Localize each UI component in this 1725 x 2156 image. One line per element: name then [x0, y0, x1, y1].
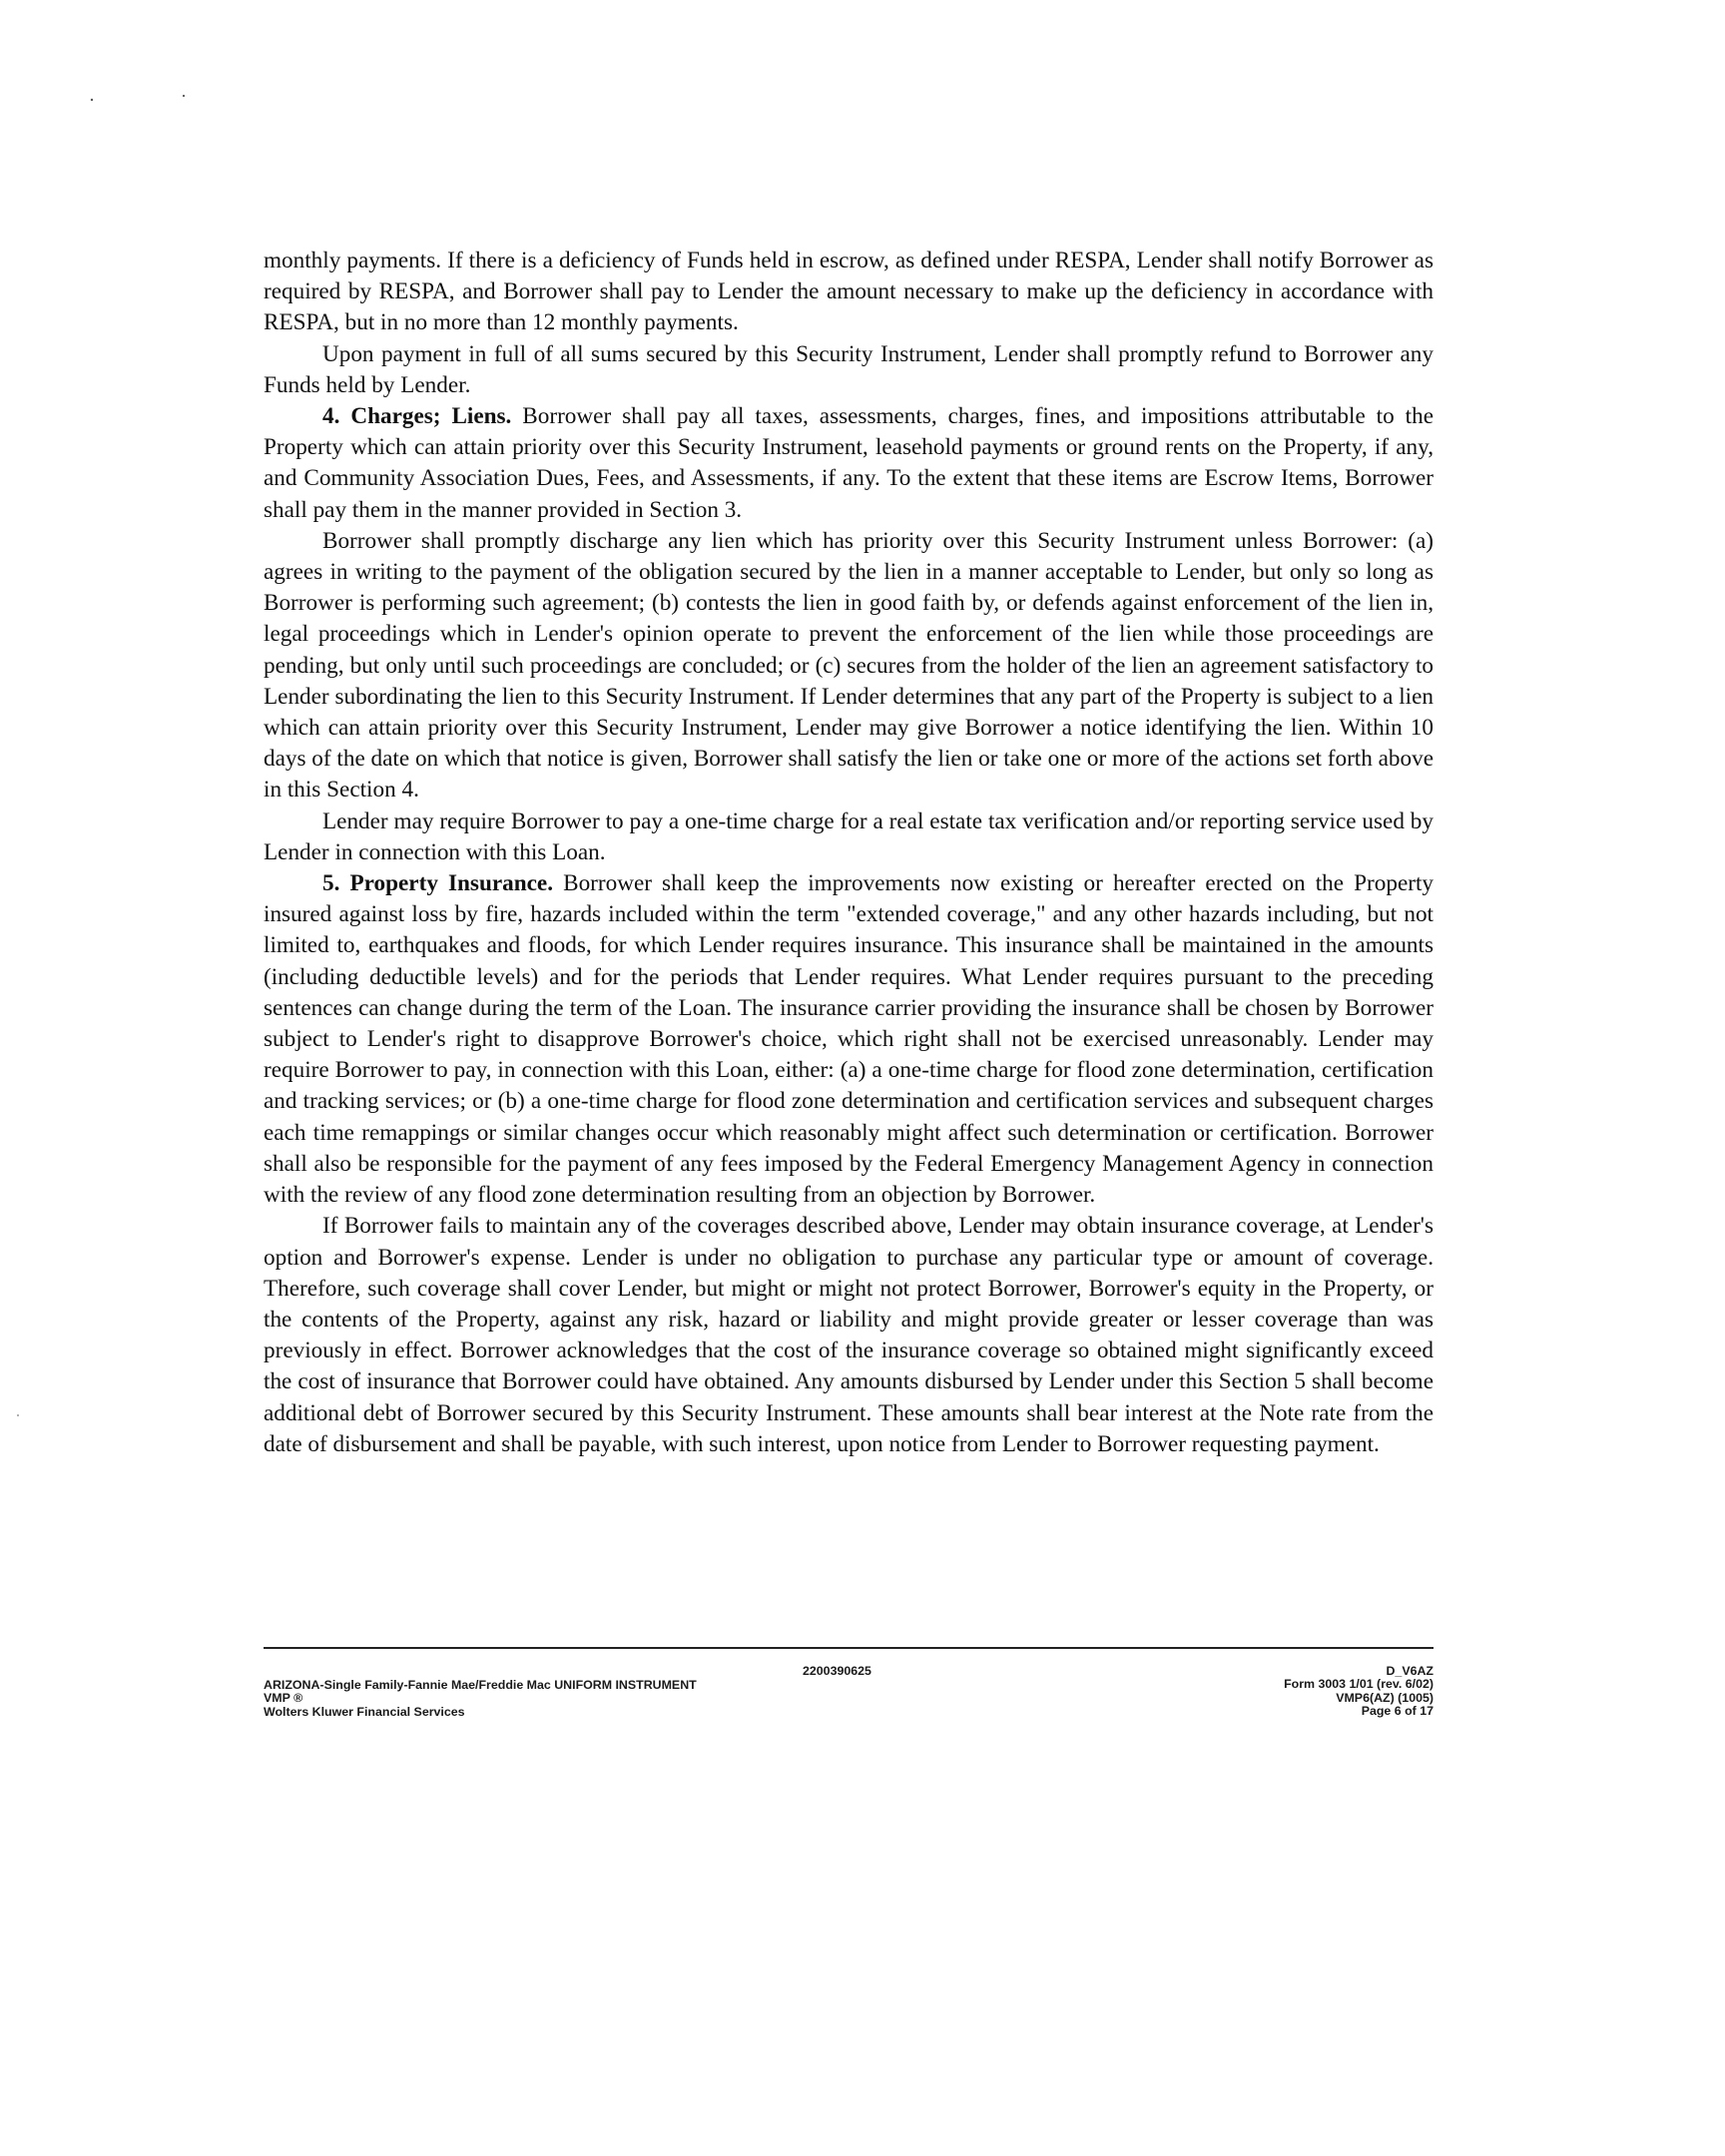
- paragraph-text: Borrower shall promptly discharge any lien which has priority over this Security Instrument unless Borrower: (a) agrees in writing to the payment of the obligation secured by the lien in a manner acceptable to Lender, but only so long as Borrower is performing such agreement; (b) contests the lien in good faith by, or defends against enforcement of the lien in, legal proceedings which in Lender's opinion operate to prevent the enforcement of the lien while those proceedings are pending, but only until such proceedings are concluded; or (c) secures from the holder of the lien an agreement satisfactory to Lender subordinating the lien to this Security Instrument. If Lender determines that any part of the Property is subject to a lien which can attain priority over this Security Instrument, Lender may give Borrower a notice identifying the lien. Within 10 days of the date on which that notice is given, Borrower shall satisfy the lien or take one or more of the actions set forth above in this Section 4.: [264, 527, 1434, 804]
- paragraph-text: Upon payment in full of all sums secured by this Security Instrument, Lender shall promptly refund to Borrower any Funds held by Lender.: [264, 340, 1434, 398]
- paragraph-text: Lender may require Borrower to pay a one-time charge for a real estate tax verification and/or reporting service used by Lender in connection with this Loan.: [264, 808, 1434, 865]
- paragraph: [264, 807, 1434, 868]
- vmp-code: VMP6(AZ) (1005): [1336, 1690, 1434, 1705]
- paragraph-heading: 4. Charges; Liens.: [322, 403, 512, 430]
- paragraph: [264, 526, 1434, 807]
- paragraph-text: Borrower shall keep the improvements now existing or hereafter erected on the Property insured against loss by fire, hazards included within the term "extended coverage," and any other hazards including, but not limited to, earthquakes and floods, for which Lender requires insurance. This insurance shall be maintained in the amounts (including deductible levels) and for the periods that Lender requires. What Lender requires pursuant to the preceding sentences can change during the term of the Loan. The insurance carrier providing the insurance shall be chosen by Borrower subject to Lender's right to disapprove Borrower's choice, which right shall not be exercised unreasonably. Lender may require Borrower to pay, in connection with this Loan, either: (a) a one-time charge for flood zone determination, certification and tracking services; or (b) a one-time charge for flood zone determination and certification services and subsequent charges each time remappings or similar changes occur which reasonably might affect such determination or certification. Borrower shall also be responsible for the payment of any fees imposed by the Federal Emergency Management Agency in connection with the review of any flood zone determination resulting from an objection by Borrower.: [264, 870, 1434, 1209]
- scan-speck: [17, 1414, 19, 1416]
- paragraph: [264, 339, 1434, 401]
- footer-rule: [264, 1647, 1434, 1649]
- paragraph: [264, 868, 1434, 1211]
- paragraph-text: If Borrower fails to maintain any of the coverages described above, Lender may obtain insurance coverage, at Lender's option and Borrower's expense. Lender is under no obligation to purchase any particular type or amount of coverage. Therefore, such coverage shall cover Lender, but might or might not protect Borrower, Borrower's equity in the Property, or the contents of the Property, against any risk, hazard or liability and might provide greater or lesser coverage than was previously in effect. Borrower acknowledges that the cost of the insurance coverage so obtained might significantly exceed the cost of insurance that Borrower could have obtained. Any amounts disbursed by Lender under this Section 5 shall become additional debt of Borrower secured by this Security Instrument. These amounts shall bear interest at the Note rate from the date of disbursement and shall be payable, with such interest, upon notice from Lender to Borrower requesting payment.: [264, 1213, 1434, 1457]
- paragraph: [264, 401, 1434, 526]
- paragraph: [264, 1211, 1434, 1460]
- page-number: Page 6 of 17: [1361, 1704, 1434, 1719]
- document-body: [264, 246, 1434, 1460]
- paragraph-heading: 5. Property Insurance.: [322, 870, 554, 897]
- scan-speck: [183, 95, 185, 97]
- scan-speck: [91, 99, 93, 101]
- footer-left: [264, 1679, 697, 1719]
- form-number: Form 3003 1/01 (rev. 6/02): [1284, 1677, 1434, 1692]
- loan-number: 2200390625: [803, 1664, 871, 1678]
- vmp-mark: VMP ®: [264, 1691, 303, 1706]
- footer-right: [1284, 1665, 1434, 1719]
- publisher: Wolters Kluwer Financial Services: [264, 1704, 465, 1719]
- paragraph-text: monthly payments. If there is a deficiency of Funds held in escrow, as defined under RESPA, Lender shall notify Borrower as required by RESPA, and Borrower shall pay to Lender the amount necessary to make up the deficiency in accordance with RESPA, but in no more than 12 monthly payments.: [264, 248, 1434, 336]
- doc-code: D_V6AZ: [1386, 1664, 1434, 1678]
- paragraph: [264, 246, 1434, 339]
- form-title: ARIZONA-Single Family-Fannie Mae/Freddie Mac UNIFORM INSTRUMENT: [264, 1678, 697, 1692]
- paragraph-text: Borrower shall pay all taxes, assessments, charges, fines, and impositions attributable to the Property which can attain priority over this Security Instrument, leasehold payments or ground rents on the Property, if any, and Community Association Dues, Fees, and Assessments, if any. To the extent that these items are Escrow Items, Borrower shall pay them in the manner provided in Section 3.: [264, 403, 1434, 523]
